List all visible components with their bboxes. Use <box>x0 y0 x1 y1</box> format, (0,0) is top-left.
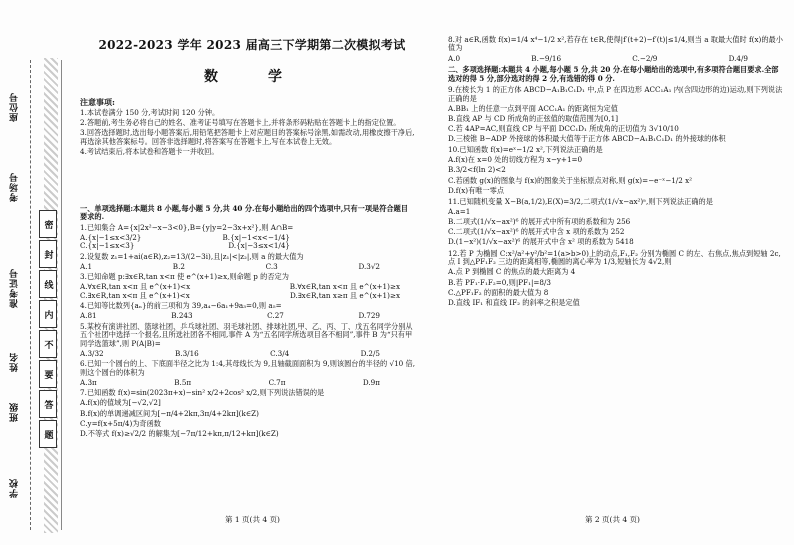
option: C.∃x∈R,tan x<π 且 e^(x+1)<x <box>80 290 190 300</box>
option: C.{x|−1≤x<3} <box>80 241 135 251</box>
option: B.∀x∈R,tan x<π 且 e^(x+1)≥x <box>289 282 400 292</box>
question-2: 2.设复数 z₁=1+ai(a∈R),z₂=13/(2−3i),且|z₁|<|z₂|,则 a 的最大值为 <box>80 251 304 261</box>
seal-char: 内 <box>39 300 57 328</box>
seat-number-label: 座位号 <box>10 92 20 122</box>
option: B.f(x)的单调递减区间为[−π/4+2kπ,3π/4+2kπ](k∈Z) <box>80 408 259 418</box>
option: B.若 PF₁·F₁F₂=0,则|PF₁|=8/3 <box>448 277 551 287</box>
option: D.直线 IF₁ 和直线 IF₂ 的斜率之积是定值 <box>448 297 580 307</box>
option: C.△PF₁F₂ 的面积的最大值为 8 <box>448 287 549 297</box>
class-label: 班级 <box>10 402 20 422</box>
option: C.3/4 <box>270 348 290 358</box>
option: C.−2/9 <box>632 53 658 63</box>
seal-char: 密 <box>39 210 57 238</box>
option: A.f(x)在 x=0 处的切线方程为 x−y+1=0 <box>448 155 583 165</box>
seal-char: 要 <box>39 360 57 388</box>
option: D.3√2 <box>358 261 380 271</box>
name-label: 姓名 <box>10 352 20 372</box>
option: D.不等式 f(x)≥√2/2 的解集为[−7π/12+kπ,π/12+kπ](k∈Z) <box>80 428 279 438</box>
question-11: 11.已知随机变量 X−B(a,1/2),E(X)=3/2,二项式(1/√x−ax²)ᵃ,则下列说法正确的是 <box>448 197 713 207</box>
option: C.7π <box>268 377 286 387</box>
notes-section <box>80 98 415 158</box>
question-9: 9.在棱长为 1 的正方体 ABCD−A₁B₁C₁D₁ 中,点 P 在四边形 ACC₁A₁ 内(含四边形的边)运动,则下列说法正确的是 <box>448 85 783 103</box>
option: B.3/16 <box>175 348 199 358</box>
question-12: 12.若 P 为椭圆 C:x²/a²+y²/b²=1(a>b>0)上的动点,F₁,F₂ 分别为椭圆 C 的左、右焦点,焦点到短轴 2c,点 I 到△PF₁F₂ 三边的距离相等,椭圆的离心率为 1/3,短轴长为 4√2,则 <box>448 248 781 267</box>
option: D.4/9 <box>728 53 748 63</box>
question-10: 10.已知函数 f(x)=eˣ−1/2 x²,下列说法正确的是 <box>448 145 603 155</box>
option: A.a=1 <box>448 207 471 217</box>
option: A.0 <box>448 53 461 63</box>
option: B.−9/16 <box>531 53 562 63</box>
page-number-right: 第 2 页(共 4 页) <box>585 515 640 524</box>
exam-title: 2022-2023 学年 2023 届高三下学期第二次模拟考试 <box>98 38 406 52</box>
option: A.∀x∈R,tan x<π 且 e^(x+1)<x <box>80 282 191 292</box>
right-questions <box>448 36 783 309</box>
option: C.二项式(1/√x−ax²)⁶ 的展开式中含 x 项的系数为 252 <box>448 227 625 237</box>
question-3: 3.已知命题 p:∃x∈R,tan x<π 使 e^(x+1)≥x,则命题 p 的否定为 <box>80 272 289 282</box>
option: A.81 <box>80 311 97 321</box>
admission-number-label: 准考证号 <box>10 268 20 308</box>
question-7: 7.已知函数 f(x)=sin(2023π+x)−sin² x/2+2cos² x/2,则下列说法错误的是 <box>80 388 325 398</box>
option: A.点 P 到椭圆 C 的焦点的最大距离为 4 <box>448 267 576 277</box>
question-1: 1.已知集合 A={x|2x²−x−3<0},B={y|y=2−3x+x²},则 A∩B= <box>80 222 294 232</box>
option: C.3 <box>265 261 278 271</box>
option: A.f(x)的值域为[−√2,√2] <box>80 398 161 408</box>
option: B.二项式(1/√x−ax²)⁶ 的展开式中所有项的系数和为 256 <box>448 217 631 227</box>
note-item: 1.本试卷满分 150 分,考试时间 120 分钟。 <box>80 108 220 118</box>
option: B.2 <box>172 261 185 271</box>
page-number-left: 第 1 页(共 4 页) <box>225 515 280 524</box>
note-item: 4.考试结束后,将本试卷和答题卡一并收回。 <box>80 146 219 156</box>
exam-room-label: 考场号 <box>10 172 20 202</box>
option: D.2/5 <box>360 348 380 358</box>
option: D.(1−x²)(1/√x−ax²)⁶ 的展开式中含 x² 项的系数为 5418 <box>448 237 634 247</box>
section-1-heading: 一、单项选择题:本题共 8 小题,每小题 5 分,共 40 分.在每小题给出的四个选项中,只有一项是符合题目要求的. <box>80 204 408 222</box>
note-item: 2.答题前,考生务必将自己的姓名、准考证号填写在答题卡上,并将条形码粘贴在答题卡上的指定位置。 <box>80 118 401 128</box>
note-item: 3.回答选择题时,选出每小题答案后,用铅笔把答题卡上对应题目的答案标号涂黑,如需改动,用橡皮擦干净后,再选涂其他答案标号。回答非选择题时,将答案写在答题卡上,写在本试卷上无效。 <box>80 128 415 146</box>
option: B.直线 AP 与 CD 所成角的正弦值的取值范围为[0,1] <box>448 113 619 123</box>
seal-char: 不 <box>39 330 57 358</box>
section-2-heading: 二、多项选择题:本题共 4 小题,每小题 5 分,共 20 分.在每小题给出的选项中,有多项符合题目要求.全部选对的得 5 分,部分选对的得 2 分,有选错的得 0 分. <box>448 65 779 83</box>
option: C.y=f(x+5π/4)为奇函数 <box>80 418 161 428</box>
option: B.243 <box>171 311 193 321</box>
option: D.729 <box>358 311 380 321</box>
option: B.{x|−1<x<−1/4} <box>222 232 290 242</box>
option: D.f(x)有唯一零点 <box>448 185 505 195</box>
subject-title: 数 学 <box>204 69 300 85</box>
option: C.若 4AP=AC,则直线 CP 与平面 DCC₁D₁ 所成角的正切值为 3√10/10 <box>448 123 679 133</box>
option: B.3/2<f(ln 2)<2 <box>448 165 506 175</box>
seal-char: 线 <box>39 270 57 298</box>
option: D.∃x∈R,tan x≥π 且 e^(x+1)≥x <box>289 290 400 300</box>
option: C.若函数 g(x)的图象与 f(x)的图象关于坐标原点对称,则 g(x)=−e⁻ˣ−1/2 x² <box>448 175 693 185</box>
seal-char: 封 <box>39 240 57 268</box>
seal-char: 答 <box>39 390 57 418</box>
option: A.BB₁ 上的任意一点到平面 ACC₁A₁ 的距离恒为定值 <box>448 103 618 113</box>
left-questions <box>80 205 415 440</box>
option: B.5π <box>174 377 192 387</box>
question-4: 4.已知等比数列{aₙ}的前三项和为 39,a₄−6a₁+9a₃=0,则 a₅= <box>80 301 282 311</box>
option: D.三棱锥 B−ADP 外接球的体积最大值等于正方体 ABCD−A₁B₁C₁D₁ 的外接球的体积 <box>448 133 726 143</box>
question-5: 5.某校有演讲社团、篮球社团、乒乓球社团、羽毛球社团、排球社团,甲、乙、丙、丁、戊五名同学分别从五个社团中选择一个报名,且所选社团各不相同,事件 A 为“五名同学所选项目各不相同”,事件 B 为“只有甲同学选篮球”,则 P(A|B)= <box>80 321 413 348</box>
option: A.3π <box>80 377 97 387</box>
option: D.9π <box>362 377 380 387</box>
notes-heading: 注意事项: <box>80 97 115 107</box>
seal-char: 题 <box>39 420 57 448</box>
question-8: 8.对 a∈R,函数 f(x)=1/4 x⁴−1/2 x²,若存在 t∈R,使得|f′(t+2)−f′(t)|≤1/4,则当 a 取最大值时 f(x)的最小值为 <box>448 35 783 53</box>
option: A.{x|−1≤x<3/2} <box>80 232 142 242</box>
option: C.27 <box>267 311 284 321</box>
school-label: 学校 <box>10 478 20 498</box>
option: A.3/32 <box>80 348 104 358</box>
option: A.1 <box>80 261 93 271</box>
option: D.{x|−3≤x<1/4} <box>228 241 290 251</box>
question-6: 6.已知一个圆台的上、下底面半径之比为 1:4,其母线长为 9,且轴截面面积为 9,则该圆台的半径的 √10 倍,则这个圆台的体积为 <box>80 359 415 377</box>
